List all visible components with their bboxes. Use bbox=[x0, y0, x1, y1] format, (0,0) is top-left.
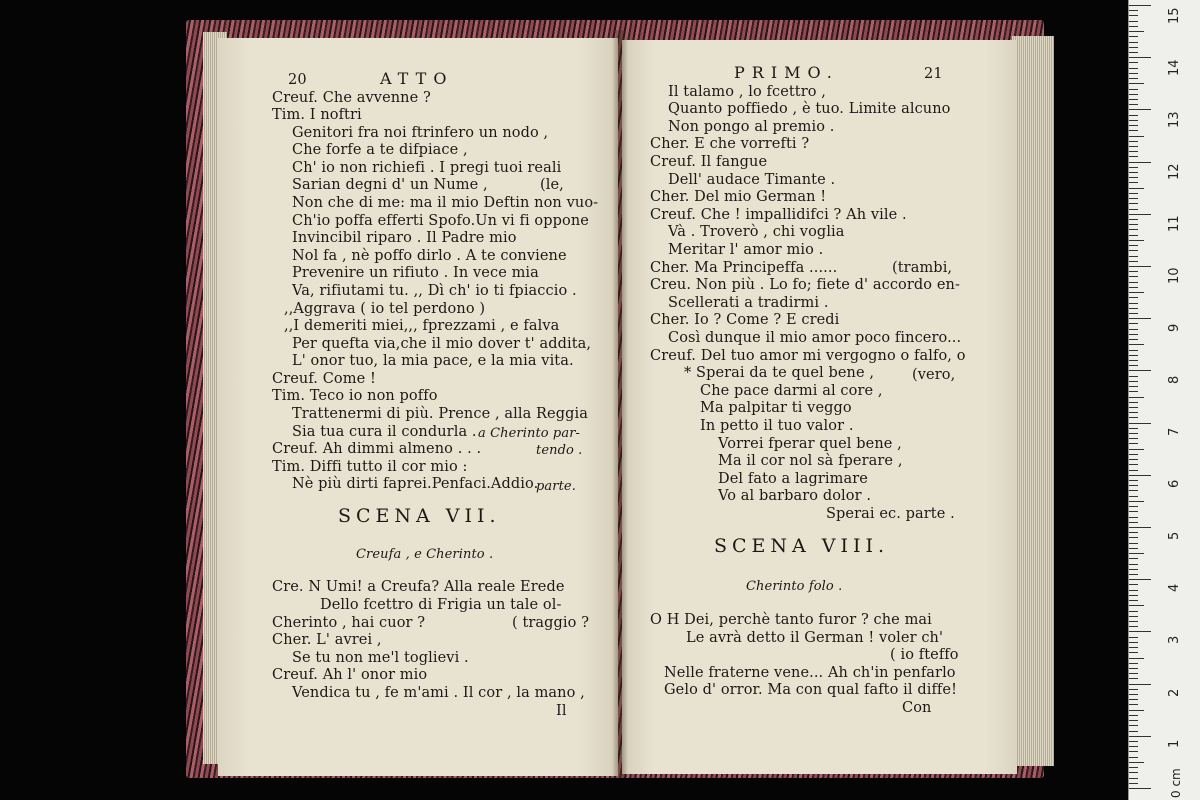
text-line: Genitori fra noi ftrinfero un nodo , bbox=[292, 125, 549, 141]
ruler-tick bbox=[1129, 261, 1138, 262]
ruler-tick bbox=[1129, 788, 1151, 789]
ruler-tick bbox=[1129, 323, 1138, 324]
text-line: Sarian degni d' un Nume , bbox=[292, 177, 488, 193]
ruler-tick bbox=[1129, 684, 1151, 685]
text-line: Le avrà detto il German ! voler ch' bbox=[686, 630, 944, 646]
text-line: Gelo d' orror. Ma con qual fafto il diffe! bbox=[664, 682, 957, 698]
right-page bbox=[622, 40, 1017, 774]
ruler-tick bbox=[1129, 642, 1138, 643]
ruler-tick bbox=[1129, 397, 1144, 398]
ruler-tick bbox=[1129, 532, 1138, 533]
page-number: 20 bbox=[288, 72, 307, 88]
ruler-tick bbox=[1129, 443, 1138, 444]
text-line: Cher. Io ? Come ? E credi bbox=[650, 312, 840, 328]
ruler-tick bbox=[1129, 240, 1144, 241]
ruler-number: 3 bbox=[1167, 635, 1182, 644]
ruler-tick bbox=[1129, 527, 1151, 528]
ruler-tick bbox=[1129, 407, 1138, 408]
ruler-unit: 0 cm bbox=[1169, 768, 1183, 798]
ruler-tick bbox=[1129, 376, 1138, 377]
ruler-tick bbox=[1129, 10, 1138, 11]
running-title: PRIMO. bbox=[734, 63, 839, 82]
ruler-tick bbox=[1129, 710, 1144, 711]
ruler-tick bbox=[1129, 381, 1138, 382]
ruler-tick bbox=[1129, 579, 1151, 580]
ruler-tick bbox=[1129, 42, 1138, 43]
text-line: Dello fcettro di Frigia un tale ol- bbox=[320, 597, 562, 613]
measuring-ruler bbox=[1128, 0, 1200, 800]
text-line: ( io fteffo bbox=[890, 647, 959, 663]
ruler-tick bbox=[1129, 475, 1151, 476]
text-line: Tim. Teco io non poffo bbox=[272, 388, 438, 404]
ruler-tick bbox=[1129, 464, 1138, 465]
ruler-number: 4 bbox=[1167, 583, 1182, 592]
text-line: L' onor tuo, la mia pace, e la mia vita. bbox=[292, 353, 574, 369]
ruler-tick bbox=[1129, 428, 1138, 429]
ruler-tick bbox=[1129, 783, 1138, 784]
catchword: Il bbox=[556, 703, 567, 719]
ruler-tick bbox=[1129, 89, 1138, 90]
ruler-number: 11 bbox=[1167, 215, 1182, 232]
text-line: Va, rifiutami tu. ,, Dì ch' io ti fpiaccio . bbox=[292, 283, 577, 299]
ruler-tick bbox=[1129, 297, 1138, 298]
ruler-tick bbox=[1129, 663, 1138, 664]
ruler-tick bbox=[1129, 162, 1151, 163]
scene-title: SCENA VIII. bbox=[714, 535, 890, 557]
ruler-tick bbox=[1129, 631, 1151, 632]
text-line: Scellerati a tradirmi . bbox=[668, 295, 829, 311]
text-line: Creu. Non più . Lo fo; fiete d' accordo en- bbox=[650, 277, 960, 293]
ruler-tick bbox=[1129, 543, 1138, 544]
ruler-tick bbox=[1129, 480, 1138, 481]
ruler-tick bbox=[1129, 731, 1138, 732]
ruler-tick bbox=[1129, 15, 1138, 16]
text-line: * Sperai da te quel bene , bbox=[684, 365, 875, 381]
ruler-tick bbox=[1129, 360, 1138, 361]
text-line: ,,Aggrava ( io tel perdono ) bbox=[284, 301, 486, 317]
ruler-number: 1 bbox=[1167, 739, 1182, 748]
text-line: Non che di me: ma il mio Deftin non vuo- bbox=[292, 195, 599, 211]
ruler-tick bbox=[1129, 31, 1144, 32]
text-line: Sia tua cura il condurla . bbox=[292, 424, 477, 440]
ruler-tick bbox=[1129, 694, 1138, 695]
ruler-tick bbox=[1129, 751, 1138, 752]
text-line: Quanto poffiedo , è tuo. Limite alcuno bbox=[668, 101, 951, 117]
ruler-tick bbox=[1129, 736, 1151, 737]
ruler-tick bbox=[1129, 412, 1138, 413]
text-line: Cre. N Umi! a Creufa? Alla reale Erede bbox=[272, 579, 565, 595]
ruler-tick bbox=[1129, 313, 1138, 314]
ruler-tick bbox=[1129, 214, 1151, 215]
ruler-tick bbox=[1129, 741, 1138, 742]
ruler-tick bbox=[1129, 329, 1138, 330]
scene-characters: Cherinto folo . bbox=[746, 579, 843, 594]
text-line: Nè più dirti faprei.Penfaci.Addio. bbox=[292, 476, 539, 492]
ruler-tick bbox=[1129, 156, 1138, 157]
ruler-tick bbox=[1129, 715, 1138, 716]
ruler-tick bbox=[1129, 438, 1138, 439]
catchword: Con bbox=[902, 700, 932, 716]
ruler-tick bbox=[1129, 104, 1138, 105]
ruler-tick bbox=[1129, 303, 1138, 304]
text-line: Ch'io poffa efferti Spofo.Un vi fi oppone bbox=[292, 213, 589, 229]
ruler-tick bbox=[1129, 292, 1144, 293]
ruler-tick bbox=[1129, 120, 1138, 121]
ruler-tick bbox=[1129, 21, 1138, 22]
ruler-tick bbox=[1129, 271, 1138, 272]
text-line: Dell' audace Timante . bbox=[668, 172, 836, 188]
ruler-tick bbox=[1129, 344, 1144, 345]
ruler-tick bbox=[1129, 637, 1138, 638]
ruler-tick bbox=[1129, 198, 1138, 199]
ruler-tick bbox=[1129, 501, 1144, 502]
ruler-number: 9 bbox=[1167, 323, 1182, 332]
ruler-tick bbox=[1129, 668, 1138, 669]
text-line: Creuf. Che avvenne ? bbox=[272, 90, 431, 106]
ruler-tick bbox=[1129, 569, 1138, 570]
ruler-number: 14 bbox=[1167, 59, 1182, 76]
ruler-tick bbox=[1129, 5, 1151, 6]
ruler-tick bbox=[1129, 584, 1138, 585]
ruler-tick bbox=[1129, 308, 1138, 309]
ruler-tick bbox=[1129, 276, 1138, 277]
text-line: Trattenermi di più. Prence , alla Reggia bbox=[292, 406, 588, 422]
ruler-tick bbox=[1129, 350, 1138, 351]
ruler-tick bbox=[1129, 36, 1138, 37]
ruler-number: 8 bbox=[1167, 375, 1182, 384]
ruler-tick bbox=[1129, 720, 1138, 721]
ruler-tick bbox=[1129, 626, 1138, 627]
ruler-tick bbox=[1129, 370, 1151, 371]
ruler-tick bbox=[1129, 699, 1138, 700]
ruler-number: 7 bbox=[1167, 427, 1182, 436]
ruler-tick bbox=[1129, 548, 1138, 549]
ruler-tick bbox=[1129, 282, 1138, 283]
text-line: Cher. L' avrei , bbox=[272, 632, 382, 648]
ruler-tick bbox=[1129, 47, 1138, 48]
margin-note: tendo . bbox=[536, 443, 583, 458]
ruler-tick bbox=[1129, 574, 1138, 575]
text-line: Creuf. Ah dimmi almeno . . . bbox=[272, 441, 482, 457]
ruler-tick bbox=[1129, 496, 1138, 497]
ruler-tick bbox=[1129, 130, 1138, 131]
ruler-tick bbox=[1129, 229, 1138, 230]
ruler-tick bbox=[1129, 678, 1138, 679]
text-line: Meritar l' amor mio . bbox=[668, 242, 824, 258]
text-line: Nol fa , nè poffo dirlo . A te conviene bbox=[292, 248, 567, 264]
ruler-tick bbox=[1129, 386, 1138, 387]
ruler-tick bbox=[1129, 109, 1151, 110]
text-line: Che forfe a te difpiace , bbox=[292, 142, 468, 158]
ruler-tick bbox=[1129, 449, 1144, 450]
margin-note: (trambi, bbox=[892, 260, 953, 276]
ruler-tick bbox=[1129, 454, 1138, 455]
ruler-tick bbox=[1129, 459, 1138, 460]
text-line: Creuf. Il fangue bbox=[650, 154, 768, 170]
ruler-tick bbox=[1129, 318, 1151, 319]
ruler-tick bbox=[1129, 391, 1138, 392]
ruler-number: 15 bbox=[1167, 7, 1182, 24]
text-line: Ma palpitar ti veggo bbox=[700, 400, 852, 416]
text-line: Cher. Ma Principeffa ...... bbox=[650, 260, 838, 276]
ruler-tick bbox=[1129, 704, 1138, 705]
ruler-tick bbox=[1129, 402, 1138, 403]
scene-characters: Creufa , e Cherinto . bbox=[356, 547, 494, 562]
ruler-tick bbox=[1129, 78, 1138, 79]
ruler-tick bbox=[1129, 762, 1144, 763]
ruler-tick bbox=[1129, 433, 1138, 434]
ruler-number: 10 bbox=[1167, 267, 1182, 284]
ruler-tick bbox=[1129, 203, 1138, 204]
ruler-tick bbox=[1129, 365, 1138, 366]
ruler-tick bbox=[1129, 182, 1138, 183]
ruler-tick bbox=[1129, 423, 1151, 424]
text-line: Cher. Del mio German ! bbox=[650, 189, 827, 205]
ruler-tick bbox=[1129, 616, 1138, 617]
ruler-number: 6 bbox=[1167, 479, 1182, 488]
ruler-tick bbox=[1129, 245, 1138, 246]
text-line: Prevenire un rifiuto . In vece mia bbox=[292, 265, 539, 281]
ruler-tick bbox=[1129, 287, 1138, 288]
ruler-tick bbox=[1129, 167, 1138, 168]
text-line: Così dunque il mio amor poco fincero... bbox=[668, 330, 962, 346]
text-line: Il talamo , lo fcettro , bbox=[668, 84, 827, 100]
ruler-tick bbox=[1129, 57, 1151, 58]
text-line: Vo al barbaro dolor . bbox=[718, 488, 872, 504]
text-line: Che pace darmi al core , bbox=[700, 383, 883, 399]
page-edges-right bbox=[1012, 36, 1054, 766]
ruler-tick bbox=[1129, 355, 1138, 356]
ruler-tick bbox=[1129, 256, 1138, 257]
ruler-tick bbox=[1129, 68, 1138, 69]
ruler-tick bbox=[1129, 235, 1138, 236]
ruler-tick bbox=[1129, 537, 1138, 538]
text-line: Tim. Diffi tutto il cor mio : bbox=[272, 459, 468, 475]
ruler-tick bbox=[1129, 339, 1138, 340]
ruler-tick bbox=[1129, 94, 1138, 95]
margin-note: (vero, bbox=[912, 367, 956, 383]
text-line: Ma il cor nol sà fperare , bbox=[718, 453, 903, 469]
ruler-tick bbox=[1129, 647, 1138, 648]
ruler-tick bbox=[1129, 62, 1138, 63]
ruler-tick bbox=[1129, 224, 1138, 225]
ruler-tick bbox=[1129, 506, 1138, 507]
ruler-tick bbox=[1129, 757, 1138, 758]
ruler-tick bbox=[1129, 621, 1138, 622]
text-line: Tim. I noftri bbox=[272, 107, 362, 123]
ruler-tick bbox=[1129, 595, 1138, 596]
ruler-tick bbox=[1129, 772, 1138, 773]
margin-note: ( traggio ? bbox=[512, 615, 590, 631]
ruler-tick bbox=[1129, 188, 1144, 189]
ruler-tick bbox=[1129, 517, 1138, 518]
margin-note: (le, bbox=[540, 177, 564, 193]
ruler-tick bbox=[1129, 141, 1138, 142]
margin-note: parte. bbox=[536, 479, 576, 494]
ruler-tick bbox=[1129, 177, 1138, 178]
ruler-tick bbox=[1129, 146, 1138, 147]
ruler-tick bbox=[1129, 511, 1138, 512]
ruler-tick bbox=[1129, 115, 1138, 116]
text-line: In petto il tuo valor . bbox=[700, 418, 854, 434]
ruler-tick bbox=[1129, 658, 1144, 659]
text-line: Creuf. Ah l' onor mio bbox=[272, 667, 428, 683]
ruler-tick bbox=[1129, 652, 1138, 653]
page-number: 21 bbox=[924, 66, 943, 82]
text-line: Creuf. Che ! impallidifci ? Ah vile . bbox=[650, 207, 907, 223]
ruler-tick bbox=[1129, 470, 1138, 471]
text-line: Creuf. Del tuo amor mi vergogno o falfo, o bbox=[650, 348, 966, 364]
ruler-tick bbox=[1129, 136, 1144, 137]
ruler-tick bbox=[1129, 767, 1138, 768]
text-line: Sperai ec. parte . bbox=[826, 506, 955, 522]
ruler-tick bbox=[1129, 151, 1138, 152]
book-gutter bbox=[612, 30, 628, 778]
text-line: Non pongo al premio . bbox=[668, 119, 835, 135]
ruler-tick bbox=[1129, 125, 1138, 126]
ruler-tick bbox=[1129, 250, 1138, 251]
ruler-tick bbox=[1129, 334, 1138, 335]
ruler-number: 5 bbox=[1167, 531, 1182, 540]
text-line: Cher. E che vorrefti ? bbox=[650, 136, 810, 152]
text-line: Vorrei fperar quel bene , bbox=[718, 436, 902, 452]
margin-note: a Cherinto par- bbox=[478, 426, 581, 441]
text-line: Và . Troverò , chi voglia bbox=[668, 224, 845, 240]
ruler-tick bbox=[1129, 219, 1138, 220]
ruler-tick bbox=[1129, 99, 1138, 100]
text-line: ,,I demeriti miei,,, fprezzami , e falva bbox=[284, 318, 560, 334]
text-line: Creuf. Come ! bbox=[272, 371, 376, 387]
ruler-number: 13 bbox=[1167, 111, 1182, 128]
ruler-tick bbox=[1129, 172, 1138, 173]
ruler-tick bbox=[1129, 193, 1138, 194]
ruler-tick bbox=[1129, 209, 1138, 210]
ruler-tick bbox=[1129, 522, 1138, 523]
ruler-tick bbox=[1129, 83, 1144, 84]
ruler-tick bbox=[1129, 673, 1138, 674]
text-line: Del fato a lagrimare bbox=[718, 471, 868, 487]
left-page bbox=[218, 38, 618, 776]
scene-title: SCENA VII. bbox=[338, 505, 501, 527]
ruler-tick bbox=[1129, 490, 1138, 491]
ruler-tick bbox=[1129, 417, 1138, 418]
ruler-tick bbox=[1129, 558, 1138, 559]
ruler-tick bbox=[1129, 611, 1138, 612]
text-line: Ch' io non richiefi . I pregi tuoi reali bbox=[292, 160, 562, 176]
text-line: Nelle fraterne vene... Ah ch'in penfarlo bbox=[664, 665, 956, 681]
text-line: O H Dei, perchè tanto furor ? che mai bbox=[650, 612, 932, 628]
ruler-tick bbox=[1129, 590, 1138, 591]
running-title: ATTO bbox=[380, 69, 454, 88]
ruler-tick bbox=[1129, 778, 1138, 779]
ruler-tick bbox=[1129, 52, 1138, 53]
ruler-tick bbox=[1129, 746, 1138, 747]
ruler-number: 2 bbox=[1167, 688, 1182, 697]
text-line: Cherinto , hai cuor ? bbox=[272, 615, 426, 631]
text-line: Per quefta via,che il mio dover t' addita, bbox=[292, 336, 592, 352]
ruler-tick bbox=[1129, 600, 1138, 601]
text-line: Se tu non me'l toglievi . bbox=[292, 650, 469, 666]
ruler-tick bbox=[1129, 266, 1151, 267]
text-line: Invincibil riparo . Il Padre mio bbox=[292, 230, 517, 246]
ruler-tick bbox=[1129, 725, 1138, 726]
ruler-tick bbox=[1129, 485, 1138, 486]
ruler-number: 12 bbox=[1167, 163, 1182, 180]
ruler-tick bbox=[1129, 73, 1138, 74]
ruler-tick bbox=[1129, 605, 1144, 606]
ruler-tick bbox=[1129, 564, 1138, 565]
ruler-tick bbox=[1129, 26, 1138, 27]
ruler-tick bbox=[1129, 553, 1144, 554]
text-line: Vendica tu , fe m'ami . Il cor , la mano , bbox=[292, 685, 585, 701]
ruler-tick bbox=[1129, 689, 1138, 690]
